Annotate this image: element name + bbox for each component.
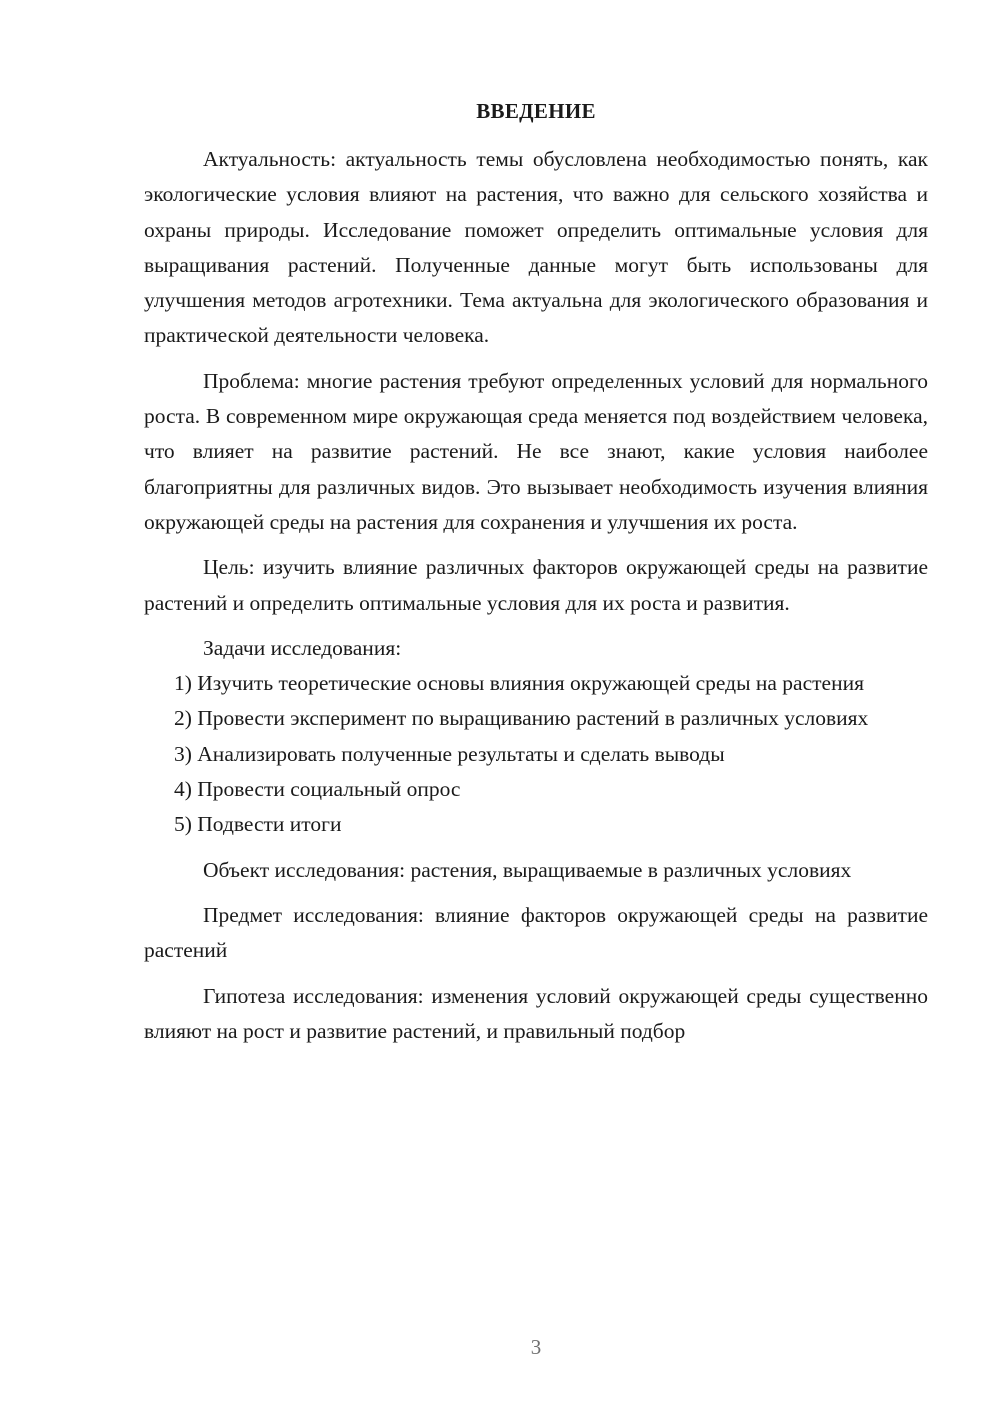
page-number: 3 [530,1335,542,1359]
list-item: 2) Провести эксперимент по выращиванию растений в различных условиях [174,706,869,731]
list-item: 1) Изучить теоретические основы влияния окружающей среды на растения [174,671,864,696]
paragraph-object: Объект исследования: растения, выращиваемые в различных условиях [203,857,852,882]
list-item: 4) Провести социальный опрос [174,777,461,802]
list-item: 3) Анализировать полученные результаты и сделать выводы [174,741,725,766]
paragraph-relevance: Актуальность: актуальность темы обусловлена необходимостью понять, как экологические условия влияют на растения, что важно для сельского хозяйства и охраны природы. Исследование поможет определить оптимальные условия для выращивания растений. Полученные данные могут быть использованы для улучшения методов агротехники. Тема актуальна для экологического образования и практической деятельности человека. [144,147,928,348]
tasks-heading: Задачи исследования: [203,635,402,660]
paragraph-goal: Цель: изучить влияние различных факторов окружающей среды на развитие растений и определить оптимальные условия для их роста и развития. [144,555,928,615]
paragraph-problem: Проблема: многие растения требуют определенных условий для нормального роста. В современном мире окружающая среда меняется под воздействием человека, что влияет на развитие растений. Не все знают, какие условия наиболее благоприятны для различных видов. Это вызывает необходимость изучения влияния окружающей среды на растения для сохранения и улучшения их роста. [144,368,928,534]
page-title: ВВЕДЕНИЕ [476,99,596,123]
paragraph-subject: Предмет исследования: влияние факторов окружающей среды на развитие растений [144,902,928,963]
paragraph-hypothesis: Гипотеза исследования: изменения условий окружающей среды существенно влияют на рост и развитие растений, и правильный подбор [144,983,928,1043]
list-item: 5) Подвести итоги [174,812,342,837]
document-body [144,142,928,1049]
